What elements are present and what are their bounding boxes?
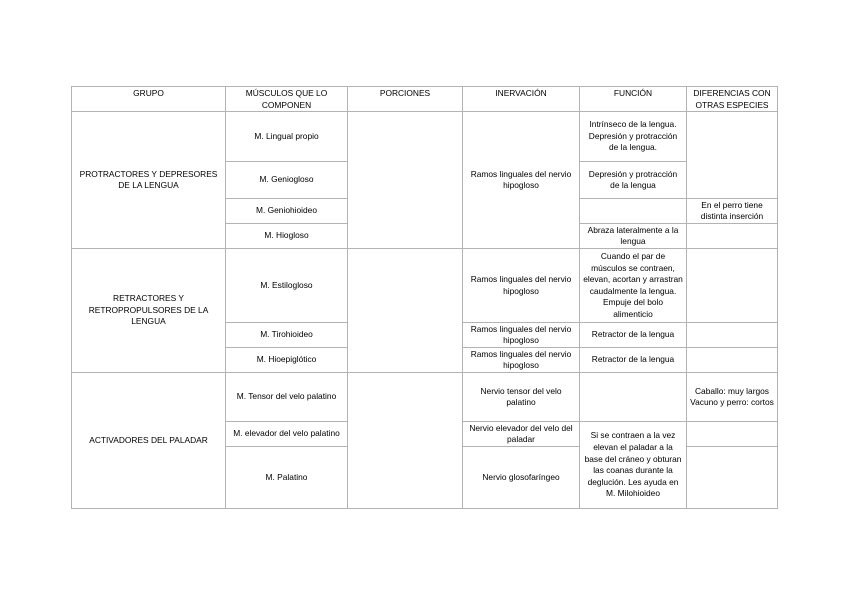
muscle-name: M. elevador del velo palatino — [226, 422, 348, 447]
muscle-name: M. Hiogloso — [226, 224, 348, 249]
inervacion-cell: Nervio tensor del velo palatino — [463, 373, 580, 422]
muscle-name: M. Lingual propio — [226, 112, 348, 162]
diferencias-cell — [687, 422, 778, 447]
inervacion-cell: Ramos linguales del nervio hipogloso — [463, 249, 580, 323]
table-row — [72, 249, 778, 323]
header-inervacion: INERVACIÓN — [463, 87, 580, 112]
diferencias-cell — [687, 112, 778, 199]
inervacion-cell: Ramos linguales del nervio hipogloso — [463, 323, 580, 348]
inervacion-cell: Ramos linguales del nervio hipogloso — [463, 348, 580, 373]
funcion-cell: Retractor de la lengua — [580, 323, 687, 348]
header-grupo: GRUPO — [72, 87, 226, 112]
funcion-cell: Abraza lateralmente a la lengua — [580, 224, 687, 249]
inervacion-cell: Ramos linguales del nervio hipogloso — [463, 112, 580, 249]
diferencias-cell — [687, 447, 778, 509]
porciones-cell — [348, 112, 463, 249]
diferencias-cell: En el perro tiene distinta inserción — [687, 199, 778, 224]
inervacion-cell: Nervio elevador del velo del paladar — [463, 422, 580, 447]
funcion-cell: Si se contraen a la vez elevan el paladar a la base del cráneo y obturan las coanas durante la deglución. Les ayuda en M. Milohioideo — [580, 422, 687, 509]
diferencias-cell — [687, 323, 778, 348]
diferencias-cell — [687, 249, 778, 323]
group-name: RETRACTORES Y RETROPROPULSORES DE LA LENGUA — [72, 249, 226, 373]
group-name: ACTIVADORES DEL PALADAR — [72, 373, 226, 509]
muscles-table — [71, 86, 778, 509]
porciones-cell — [348, 373, 463, 509]
table-row — [72, 373, 778, 422]
diferencias-cell: Caballo: muy largos Vacuno y perro: cortos — [687, 373, 778, 422]
muscle-name: M. Tensor del velo palatino — [226, 373, 348, 422]
muscle-name: M. Tirohioideo — [226, 323, 348, 348]
header-funcion: FUNCIÓN — [580, 87, 687, 112]
funcion-cell — [580, 199, 687, 224]
funcion-cell: Depresión y protracción de la lengua — [580, 162, 687, 199]
funcion-cell: Retractor de la lengua — [580, 348, 687, 373]
porciones-cell — [348, 249, 463, 373]
header-diferencias: DIFERENCIAS CON OTRAS ESPECIES — [687, 87, 778, 112]
header-musculos: MÚSCULOS QUE LO COMPONEN — [226, 87, 348, 112]
group-name: PROTRACTORES Y DEPRESORES DE LA LENGUA — [72, 112, 226, 249]
diferencias-cell — [687, 348, 778, 373]
table-row — [72, 112, 778, 162]
funcion-cell: Cuando el par de músculos se contraen, elevan, acortan y arrastran caudalmente la lengua. Empuje del bolo alimenticio — [580, 249, 687, 323]
muscle-name: M. Estilogloso — [226, 249, 348, 323]
header-porciones: PORCIONES — [348, 87, 463, 112]
funcion-cell: Intrínseco de la lengua. Depresión y protracción de la lengua. — [580, 112, 687, 162]
muscle-name: M. Geniogloso — [226, 162, 348, 199]
header-row — [72, 87, 778, 112]
muscle-name: M. Geniohioideo — [226, 199, 348, 224]
muscle-name: M. Hioepiglótico — [226, 348, 348, 373]
muscle-name: M. Palatino — [226, 447, 348, 509]
diferencias-cell — [687, 224, 778, 249]
funcion-cell — [580, 373, 687, 422]
inervacion-cell: Nervio glosofaríngeo — [463, 447, 580, 509]
